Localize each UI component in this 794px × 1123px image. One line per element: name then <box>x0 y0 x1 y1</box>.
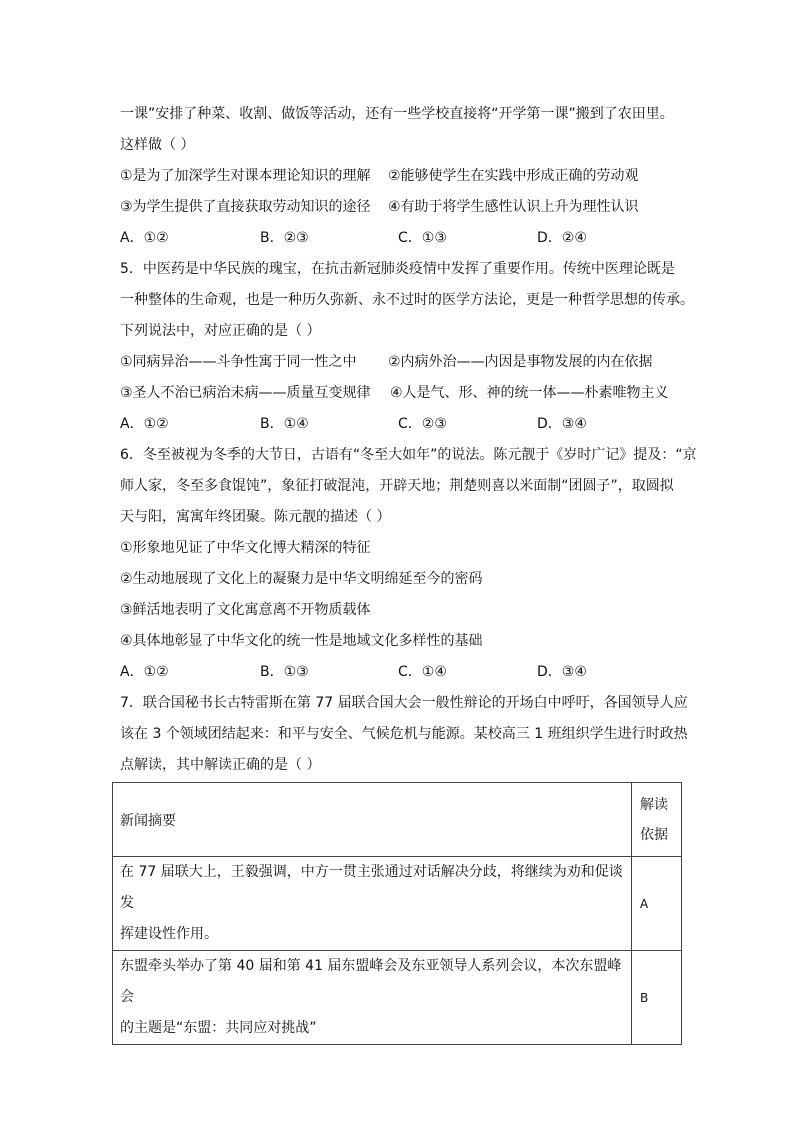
q4-statements-row-2 <box>120 192 680 223</box>
table-row <box>113 857 682 951</box>
q4-statements-row-1 <box>120 161 680 192</box>
q6-stem-line-3: 天与阳，寓寓年终团聚。陈元靓的描述（ ） <box>120 509 391 525</box>
row-summary-line-2: 挥建设性作用。 <box>120 926 218 942</box>
q4-statement-2: ②能够使学生在实践中形成正确的劳动观 <box>388 168 639 184</box>
table-header-row <box>113 783 682 857</box>
row-summary-line-1: 东盟牵头举办了第 40 届和第 41 届东盟峰会及东亚领导人系列会议，本次东盟峰会 <box>120 958 622 1005</box>
q6-stem-line-1: 6．冬至被视为冬季的大节日，古语有“冬至大如年”的说法。陈元靓于《岁时广记》提及：“京 <box>120 447 697 463</box>
q5-stem-line-2: 一种整体的生命观，也是一种历久弥新、永不过时的医学方法论，更是一种哲学思想的传承。 <box>120 292 694 308</box>
q5-statement-3: ③圣人不治已病治未病——质量互变规律 <box>120 385 371 401</box>
news-table <box>112 782 682 1045</box>
q5-stem-line-1: 5．中医药是中华民族的瑰宝，在抗击新冠肺炎疫情中发挥了重要作用。传统中医理论既是 <box>120 261 675 277</box>
q5-options <box>120 409 680 440</box>
q5-option-b: B．①④ <box>260 416 309 432</box>
q5-option-c: C．②③ <box>398 416 447 432</box>
q6-stem-line-2: 师人家，冬至多食馄饨”，象征打破混沌，开辟天地；荆楚则喜以米面制“团圆子”，取圆拟 <box>120 478 674 494</box>
q5-stem-line-3: 下列说法中，对应正确的是（ ） <box>120 323 321 339</box>
q4-option-d: D．②④ <box>537 230 587 246</box>
q5-option-d: D．③④ <box>537 416 587 432</box>
q5-statements-row-1 <box>120 347 680 378</box>
header-basis <box>632 783 682 857</box>
q6-statement-2: ②生动地展现了文化上的凝聚力是中华文明绵延至今的密码 <box>120 571 483 587</box>
header-basis-line-2: 依据 <box>640 826 668 843</box>
table-row <box>113 951 682 1045</box>
q5-statements-row-2 <box>120 378 680 409</box>
q5-statement-4: ④人是气、形、神的统一体——朴素唯物主义 <box>390 385 669 401</box>
q4-statement-1: ①是为了加深学生对课本理论知识的理解 <box>120 168 371 184</box>
q4-option-b: B．②③ <box>260 230 309 246</box>
q4-options <box>120 223 680 254</box>
q7-stem-line-3: 点解读，其中解读正确的是（ ） <box>120 757 321 773</box>
q6-options <box>120 657 680 688</box>
q6-statement-4: ④具体地彰显了中华文化的统一性是地域文化多样性的基础 <box>120 633 483 649</box>
q4-stem-line-1: 一课”安排了种菜、收割、做饭等活动，还有一些学校直接将“开学第一课”搬到了农田里。 <box>120 106 674 122</box>
row-summary <box>113 951 632 1045</box>
q6-option-c: C．①④ <box>398 664 447 680</box>
q6-statement-3: ③鲜活地表明了文化寓意离不开物质载体 <box>120 602 371 618</box>
q6-option-a: A．①② <box>120 664 169 680</box>
row-summary-line-1: 在 77 届联大上，王毅强调，中方一贯主张通过对话解决分歧，将继续为劝和促谈发 <box>120 864 623 911</box>
row-summary <box>113 857 632 951</box>
q5-option-a: A．①② <box>120 416 169 432</box>
row-basis: B <box>632 951 682 1045</box>
q6-option-d: D．③④ <box>537 664 587 680</box>
q6-statement-1: ①形象地见证了中华文化博大精深的特征 <box>120 540 371 556</box>
q5-statement-2: ②内病外治——内因是事物发展的内在依据 <box>388 354 653 370</box>
q4-option-a: A．①② <box>120 230 169 246</box>
q7-stem-line-1: 7．联合国秘书长古特雷斯在第 77 届联合国大会一般性辩论的开场白中呼吁，各国领导人应 <box>120 695 688 711</box>
header-basis-line-1: 解读 <box>640 796 668 813</box>
q6-option-b: B．①③ <box>260 664 309 680</box>
q5-statement-1: ①同病异治——斗争性寓于同一性之中 <box>120 354 357 370</box>
row-basis: A <box>632 857 682 951</box>
q4-statement-4: ④有助于将学生感性认识上升为理性认识 <box>388 199 639 215</box>
header-news-summary: 新闻摘要 <box>113 783 632 857</box>
row-summary-line-2: 的主题是“东盟：共同应对挑战” <box>120 1020 317 1036</box>
exam-page <box>120 99 697 781</box>
q4-option-c: C．①③ <box>398 230 447 246</box>
q7-stem-line-2: 该在 3 个领域团结起来：和平与安全、气候危机与能源。某校高三 1 班组织学生进行时政热 <box>120 726 688 742</box>
q4-stem-line-2: 这样做（ ） <box>120 137 195 153</box>
q4-statement-3: ③为学生提供了直接获取劳动知识的途径 <box>120 199 371 215</box>
